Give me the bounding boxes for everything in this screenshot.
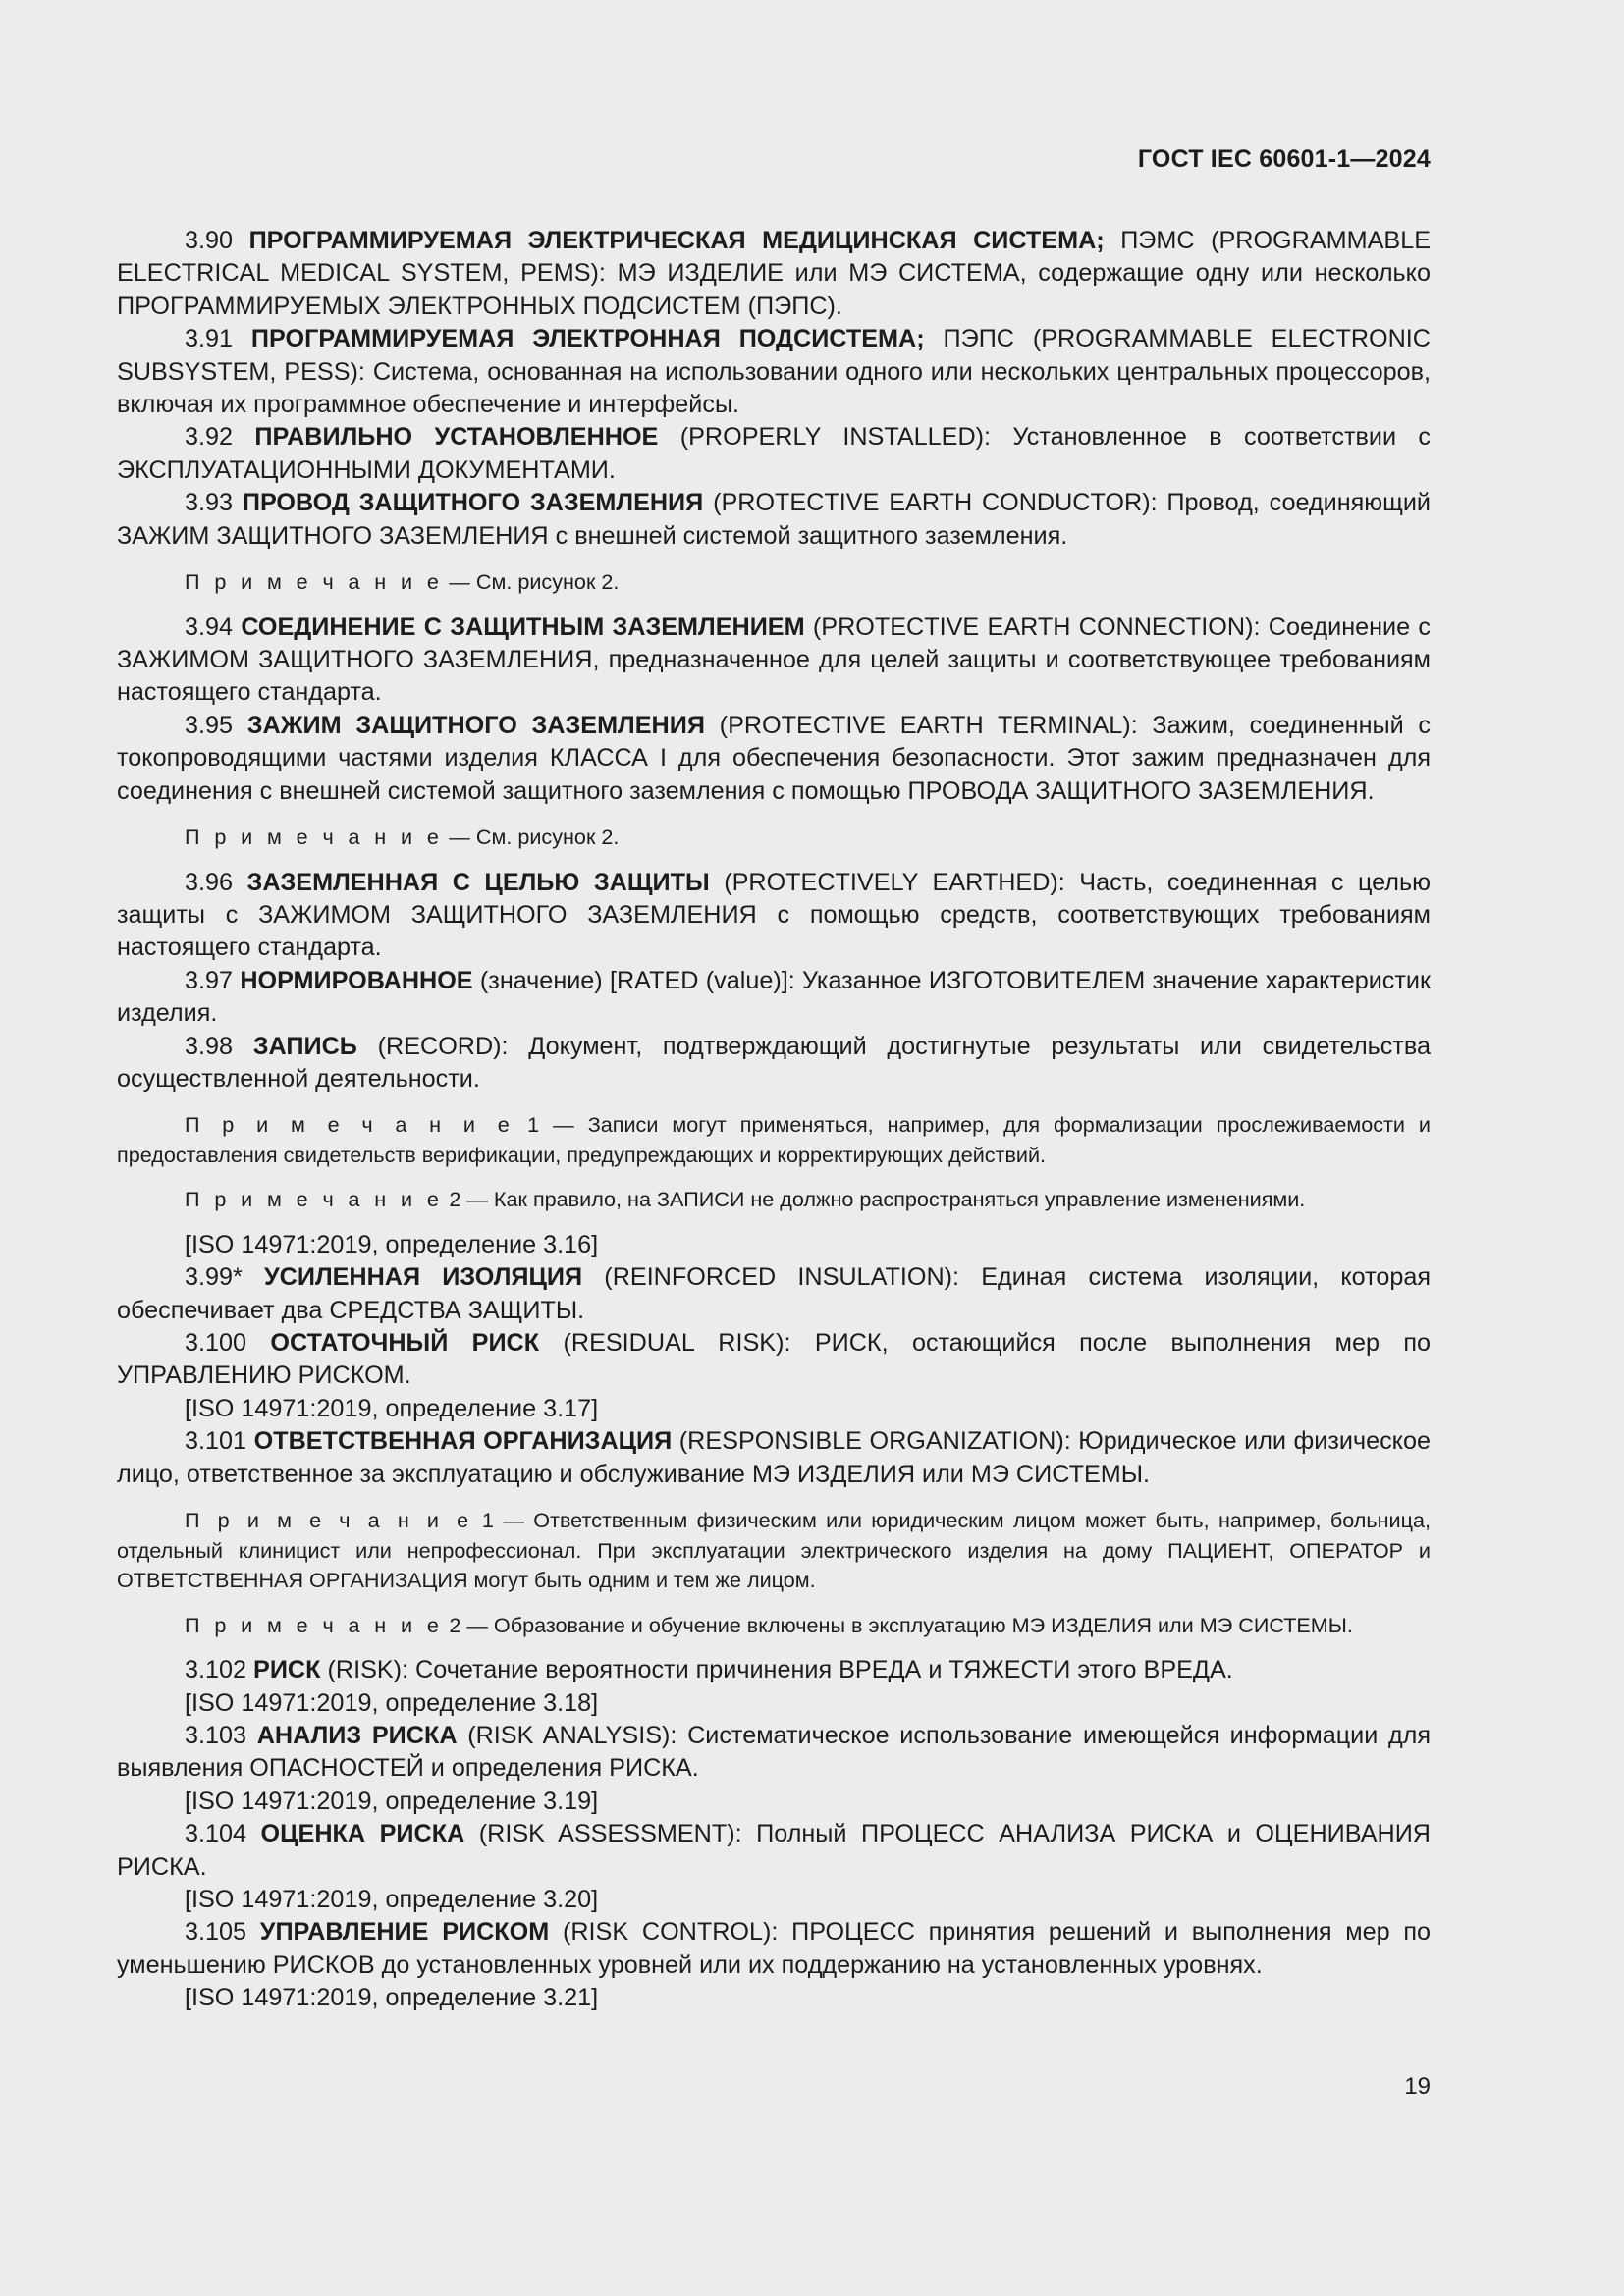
- note-number: 2: [449, 1612, 461, 1637]
- term-name: ОТВЕТСТВЕННАЯ ОРГАНИЗАЦИЯ: [253, 1427, 673, 1456]
- note-text: — Записи могут применяться, например, для формализации прослеживаемости и предоставления свидетельств верификации, предупреждающих и корректирующих действий.: [117, 1112, 1431, 1167]
- term-name: УСИЛЕННАЯ ИЗОЛЯЦИЯ: [263, 1263, 583, 1292]
- term-number: 3.99*: [185, 1263, 243, 1292]
- note-label: П р и м е ч а н и е: [185, 1187, 444, 1212]
- term-definition: ПЭМС (PROGRAMMABLE ELECTRICAL MEDICAL SYSTEM, PEMS): МЭ ИЗДЕЛИЕ или МЭ СИСТЕМА, содержащие одну или несколько ПРОГРАММИРУЕМЫХ ЭЛЕКТРОННЫХ ПОДСИСТЕМ (ПЭПС).: [117, 227, 1432, 320]
- term-name: ЗАЗЕМЛЕННАЯ С ЦЕЛЬЮ ЗАЩИТЫ: [246, 868, 710, 896]
- note-2: [117, 1611, 1431, 1641]
- document-page: [117, 0, 1431, 2296]
- term-3-105: [117, 1916, 1431, 1982]
- term-number: 3.96: [185, 868, 234, 896]
- term-definition: (PROTECTIVELY EARTHED): Часть, соединенная с целью защиты с ЗАЖИМОМ ЗАЩИТНОГО ЗАЗЕМЛЕНИЯ с помощью средств, соответствующих требованиям настоящего стандарта.: [117, 868, 1431, 962]
- term-name: СОЕДИНЕНИЕ С ЗАЩИТНЫМ ЗАЗЕМЛЕНИЕМ: [241, 613, 805, 641]
- note: [117, 567, 1431, 598]
- term-definition: (значение) [RATED (value)]: Указанное ИЗГОТОВИТЕЛЕМ значение характеристик изделия.: [117, 966, 1431, 1028]
- term-name: АНАЛИЗ РИСКА: [256, 1721, 458, 1749]
- term-number: 3.93: [185, 489, 234, 517]
- term-number: 3.95: [185, 711, 234, 739]
- note-1: [117, 1506, 1431, 1596]
- term-number: 3.92: [185, 423, 234, 452]
- note-text: — Как правило, на ЗАПИСИ не должно распространяться управление изменениями.: [460, 1187, 1306, 1212]
- term-3-91: [117, 323, 1431, 421]
- note-number: 1: [527, 1112, 540, 1138]
- note-text: — Образование и обучение включены в эксплуатацию МЭ ИЗДЕЛИЯ или МЭ СИСТЕМЫ.: [460, 1612, 1353, 1637]
- term-number: 3.90: [185, 227, 234, 254]
- term-3-92: [117, 421, 1431, 487]
- term-name: ПРАВИЛЬНО УСТАНОВЛЕННОЕ: [254, 423, 659, 452]
- term-number: 3.101: [185, 1427, 247, 1456]
- term-number: 3.100: [185, 1329, 247, 1358]
- term-number: 3.94: [185, 613, 234, 641]
- term-definition: (PROTECTIVE EARTH CONNECTION): Соединение с ЗАЖИМОМ ЗАЩИТНОГО ЗАЗЕМЛЕНИЯ, предназначенное для целей защиты и соответствующее требованиям настоящего стандарта.: [117, 613, 1431, 707]
- term-3-93: [117, 487, 1431, 553]
- term-3-96: [117, 867, 1431, 965]
- term-definition: (PROTECTIVE EARTH TERMINAL): Зажим, соединенный с токопроводящими частями изделия КЛАССА I для обеспечения безопасности. Этот зажим предназначен для соединения с внешней системой защитного заземления с помощью ПРОВОДА ЗАЩИТНОГО ЗАЗЕМЛЕНИЯ.: [117, 711, 1431, 805]
- source-reference: [ISO 14971:2019, определение 3.20]: [185, 1885, 599, 1913]
- term-name: РИСК: [253, 1656, 321, 1684]
- source-reference: [ISO 14971:2019, определение 3.21]: [185, 1984, 599, 2012]
- term-definition: ПЭПС (PROGRAMMABLE ELECTRONIC SUBSYSTEM, PESS): Система, основанная на использовании одного или нескольких центральных процессоров, включая их программное обеспечение и интерфейсы.: [117, 325, 1431, 419]
- term-definition: (RISK ANALYSIS): Систематическое использование имеющейся информации для выявления ОПАСНОСТЕЙ и определения РИСКА.: [117, 1721, 1431, 1783]
- source-reference: [ISO 14971:2019, определение 3.16]: [185, 1230, 599, 1258]
- term-name: ОЦЕНКА РИСКА: [260, 1820, 465, 1848]
- standard-header: ГОСТ IEC 60601-1—2024: [1137, 145, 1431, 173]
- term-definition: (RISK ASSESSMENT): Полный ПРОЦЕСС АНАЛИЗА РИСКА и ОЦЕНИВАНИЯ РИСКА.: [117, 1820, 1431, 1881]
- term-3-90: [117, 225, 1431, 323]
- term-3-94: [117, 612, 1431, 710]
- term-name: ПРОГРАММИРУЕМАЯ ЭЛЕКТРИЧЕСКАЯ МЕДИЦИНСКАЯ СИСТЕМА;: [248, 227, 1105, 254]
- term-number: 3.91: [185, 325, 234, 353]
- term-definition: (RESPONSIBLE ORGANIZATION): Юридическое или физическое лицо, ответственное за эксплуатацию и обслуживание МЭ ИЗДЕЛИЯ или МЭ СИСТЕМЫ.: [117, 1427, 1431, 1488]
- note: [117, 823, 1431, 853]
- note-label: П р и м е ч а н и е: [185, 825, 444, 849]
- term-definition: (RESIDUAL RISK): РИСК, остающийся после выполнения мер по УПРАВЛЕНИЮ РИСКОМ.: [117, 1329, 1431, 1390]
- term-name: ЗАЖИМ ЗАЩИТНОГО ЗАЗЕМЛЕНИЯ: [246, 711, 705, 739]
- term-name: НОРМИРОВАННОЕ: [240, 966, 473, 994]
- term-name: ОСТАТОЧНЫЙ РИСК: [270, 1329, 540, 1358]
- term-3-98: [117, 1031, 1431, 1096]
- term-definition: (RISK): Сочетание вероятности причинения ВРЕДА и ТЯЖЕСТИ этого ВРЕДА.: [320, 1656, 1233, 1684]
- term-3-103: [117, 1720, 1431, 1786]
- term-number: 3.97: [185, 966, 234, 994]
- note-2: [117, 1185, 1431, 1215]
- term-definition: (PROTECTIVE EARTH CONDUCTOR): Провод, соединяющий ЗАЖИМ ЗАЩИТНОГО ЗАЗЕМЛЕНИЯ с внешней системой защитного заземления.: [117, 489, 1431, 550]
- note-label: П р и м е ч а н и е: [185, 569, 444, 595]
- note-label: П р и м е ч а н и е: [185, 1612, 444, 1637]
- term-number: 3.103: [185, 1721, 247, 1749]
- term-3-95: [117, 710, 1431, 808]
- term-definition: (PROPERLY INSTALLED): Установленное в соответствии с ЭКСПЛУАТАЦИОННЫМИ ДОКУМЕНТАМИ.: [117, 423, 1432, 484]
- note-text: — См. рисунок 2.: [443, 569, 620, 595]
- term-number: 3.102: [185, 1656, 247, 1684]
- note-text: — Ответственным физическим или юридическим лицом может быть, например, больница, отдельный клиницист или непрофессионал. При эксплуатации электрического изделия на дому ПАЦИЕНТ, ОПЕРАТОР и ОТВЕТСТВЕННАЯ ОРГАНИЗАЦИЯ могут быть одним и тем же лицом.: [117, 1508, 1431, 1593]
- term-number: 3.98: [185, 1032, 234, 1060]
- term-3-104: [117, 1818, 1431, 1884]
- note-1: [117, 1110, 1431, 1170]
- source-reference: [ISO 14971:2019, определение 3.19]: [185, 1787, 599, 1815]
- term-3-99: [117, 1261, 1431, 1327]
- source-reference: [ISO 14971:2019, определение 3.17]: [185, 1394, 599, 1422]
- term-3-97: [117, 965, 1431, 1031]
- page-number: 19: [1404, 2073, 1431, 2100]
- term-name: УПРАВЛЕНИЕ РИСКОМ: [259, 1918, 550, 1947]
- term-name: ПРОГРАММИРУЕМАЯ ЭЛЕКТРОННАЯ ПОДСИСТЕМА;: [250, 325, 925, 353]
- note-number: 1: [481, 1508, 494, 1533]
- term-3-100: [117, 1327, 1431, 1393]
- note-label: П р и м е ч а н и е: [185, 1112, 514, 1138]
- term-3-101: [117, 1425, 1431, 1491]
- term-definition: (REINFORCED INSULATION): Единая система изоляции, которая обеспечивает два СРЕДСТВА ЗАЩИТЫ.: [117, 1263, 1431, 1324]
- source-reference: [ISO 14971:2019, определение 3.18]: [185, 1688, 599, 1717]
- term-number: 3.104: [185, 1820, 247, 1848]
- term-number: 3.105: [185, 1918, 247, 1947]
- document-body: [117, 225, 1431, 2015]
- term-3-102: [117, 1654, 1431, 1686]
- term-name: ПРОВОД ЗАЩИТНОГО ЗАЗЕМЛЕНИЯ: [242, 489, 704, 517]
- note-number: 2: [449, 1187, 461, 1212]
- note-text: — См. рисунок 2.: [443, 825, 620, 849]
- note-label: П р и м е ч а н и е: [185, 1508, 473, 1533]
- term-name: ЗАПИСЬ: [252, 1032, 357, 1060]
- term-definition: (RISK CONTROL): ПРОЦЕСС принятия решений и выполнения мер по уменьшению РИСКОВ до установленных уровней или их поддержанию на установленных уровнях.: [117, 1918, 1431, 1979]
- term-definition: (RECORD): Документ, подтверждающий достигнутые результаты или свидетельства осуществленной деятельности.: [117, 1032, 1432, 1093]
